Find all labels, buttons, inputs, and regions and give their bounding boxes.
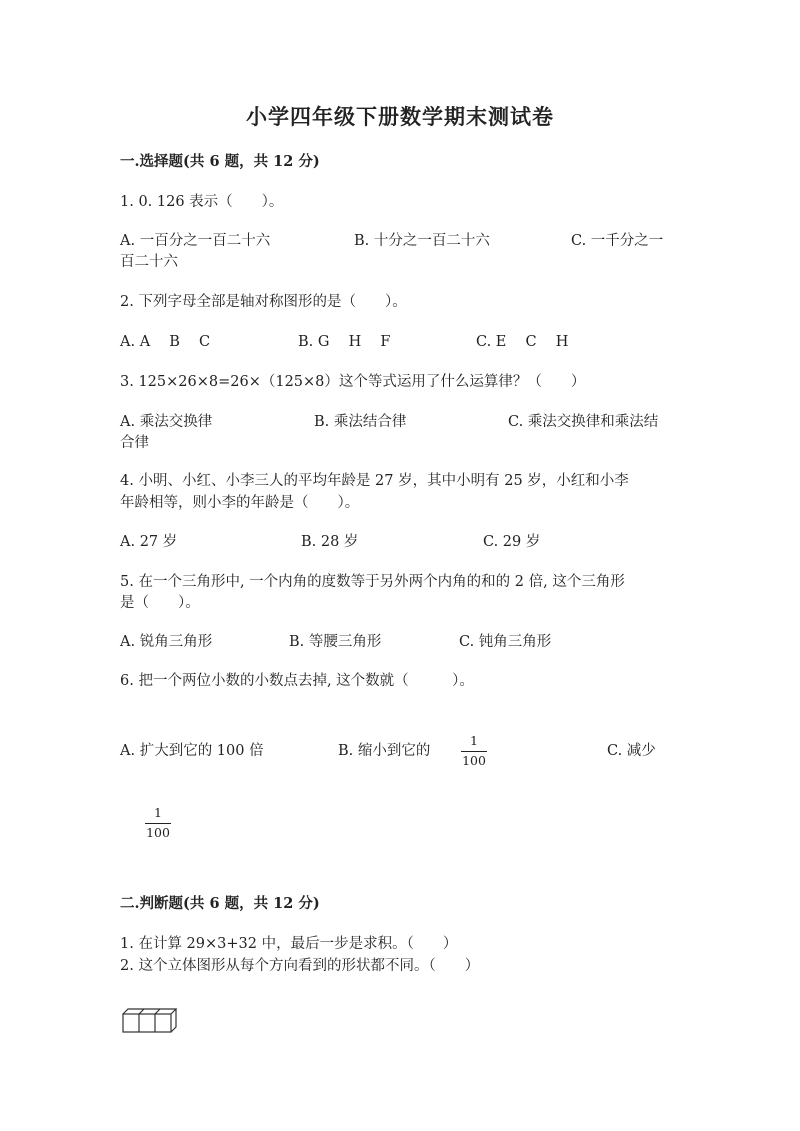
q1-option-c-continued: 百二十六	[120, 254, 178, 270]
cube-figure-icon	[122, 1008, 178, 1034]
q6-option-b[interactable]: B. 缩小到它的	[338, 743, 431, 759]
q3-option-c-continued: 合律	[120, 435, 149, 451]
q4-option-a[interactable]: A. 27 岁	[120, 534, 178, 550]
q1-option-b[interactable]: B. 十分之一百二十六	[354, 233, 490, 249]
judgement-question-1: 1. 在计算 29×3+32 中，最后一步是求积。（ ）	[120, 936, 458, 952]
q4-option-c[interactable]: C. 29 岁	[483, 534, 541, 550]
fraction-bar	[461, 751, 487, 752]
question-2: 2. 下列字母全部是轴对称图形的是（ ）。	[120, 294, 407, 310]
question-3: 3. 125×26×8=26×（125×8）这个等式运用了什么运算律？（ ）	[120, 374, 586, 390]
fraction-denominator: 100	[462, 752, 486, 768]
q6-option-b-fraction	[461, 735, 487, 767]
question-5-line-1: 5. 在一个三角形中, 一个内角的度数等于另外两个内角的和的 2 倍, 这个三角形	[120, 574, 625, 590]
page-title: 小学四年级下册数学期末测试卷	[246, 104, 554, 129]
q1-option-c[interactable]: C. 一千分之一	[571, 233, 664, 249]
q2-option-b[interactable]: B. G H F	[298, 334, 391, 350]
q5-option-b[interactable]: B. 等腰三角形	[289, 634, 382, 650]
question-1: 1. 0. 126 表示（ ）。	[120, 194, 284, 210]
q6-option-c-fraction	[145, 807, 171, 839]
section-heading-judgement: 二.判断题(共 6 题，共 12 分)	[120, 895, 320, 912]
q2-option-c[interactable]: C. E C H	[476, 334, 569, 350]
fraction-denominator: 100	[146, 824, 170, 840]
question-6: 6. 把一个两位小数的小数点去掉, 这个数就（ ）。	[120, 673, 474, 689]
q6-option-a[interactable]: A. 扩大到它的 100 倍	[120, 743, 264, 759]
question-4-line-1: 4. 小明、小红、小李三人的平均年龄是 27 岁，其中小明有 25 岁，小红和小李	[120, 473, 629, 489]
question-4-line-2: 年龄相等，则小李的年龄是（ ）。	[120, 495, 360, 511]
q3-option-a[interactable]: A. 乘法交换律	[120, 414, 213, 430]
section-heading-choice: 一.选择题(共 6 题，共 12 分)	[120, 153, 320, 170]
fraction-numerator: 1	[470, 733, 478, 748]
q6-option-c[interactable]: C. 减少	[607, 743, 656, 759]
q3-option-c[interactable]: C. 乘法交换律和乘法结	[508, 414, 659, 430]
q2-option-a[interactable]: A. A B C	[120, 334, 211, 350]
fraction-bar	[145, 823, 171, 824]
q1-option-a[interactable]: A. 一百分之一百二十六	[120, 233, 271, 249]
question-5-line-2: 是（ ）。	[120, 595, 200, 611]
judgement-question-2: 2. 这个立体图形从每个方向看到的形状都不同。（ ）	[120, 958, 480, 974]
fraction-numerator: 1	[154, 805, 162, 820]
q5-option-c[interactable]: C. 钝角三角形	[459, 634, 552, 650]
q5-option-a[interactable]: A. 锐角三角形	[120, 634, 213, 650]
q4-option-b[interactable]: B. 28 岁	[301, 534, 359, 550]
q3-option-b[interactable]: B. 乘法结合律	[314, 414, 407, 430]
